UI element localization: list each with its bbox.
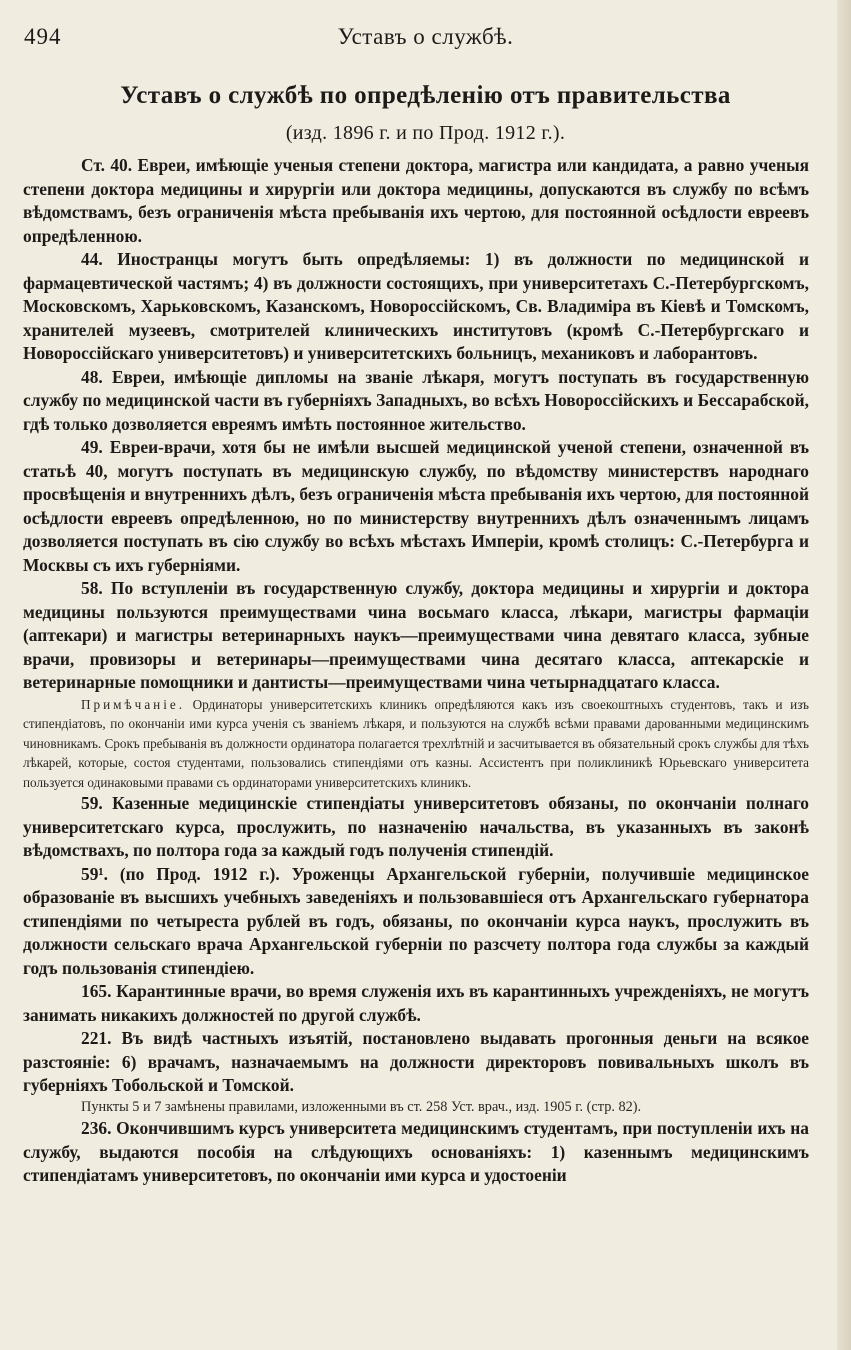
article-59 — [23, 792, 809, 863]
section-subtitle: (изд. 1896 г. и по Прод. 1912 г.). — [285, 122, 566, 144]
article-text: Иностранцы могутъ быть опредѣляемы: 1) въ должности по медицинской и фармацевтической частямъ; 4) въ должности состоящихъ, при университетахъ С.-Петербургскомъ, Московскомъ, Харьковскомъ, Казанскомъ, Новороссійскомъ, Св. Владиміра въ Кіевѣ и Томскомъ, хранителей музеевъ, смотрителей клиническихъ институтовъ (кромѣ С.-Петербургскаго и Новороссійскаго университетовъ) и университетскихъ больницъ, механиковъ и лаборантовъ. — [23, 249, 809, 363]
article-text: Въ видѣ частныхъ изъятій, постановлено выдавать прогонныя деньги на всякое разстояніе: 6) врачамъ, назначаемымъ на должности директоровъ повивальныхъ школъ въ губерніяхъ Тобольской и Томской. — [23, 1028, 809, 1096]
amendment-note: Пункты 5 и 7 замѣнены правилами, изложенными въ ст. 258 Уст. врач., изд. 1905 г. (стр. 82). — [81, 1098, 642, 1115]
note-text: Ординаторы университетскихъ клиникъ опредѣляются какъ изъ своекоштныхъ студентовъ, такъ и изъ стипендіатовъ, по окончаніи ими курса ученія съ званіемъ лѣкаря, и пользуются на службѣ всѣми правами дарованными медицинскимъ чиновникамъ. Срокъ пребыванія въ должности ординатора полагается трехлѣтній и засчитывается въ обязательный срокъ службы для тѣхъ лѣкарей, которые, состоя студентами, пользовались стипендіями отъ казны. Ассистентъ при поликлиникѣ Юрьевскаго университета пользуется одинаковыми правами съ ординаторами университетскихъ клиникъ. — [23, 696, 809, 790]
section-title: Уставъ о службѣ по опредѣленію отъ правительства — [120, 82, 731, 109]
article-text: По вступленіи въ государственную службу, доктора медицины и хирургіи и доктора медицины пользуются преимуществами чина восьмаго класса, лѣкари, магистры фармаціи (аптекари) и магистры ветеринарныхъ наукъ—преимуществами чина девятаго класса, зубные врачи, провизоры и ветеринары—преимуществами чина десятаго класса, аптекарскіе и ветеринарные помощники и дантисты—преимуществами чина четырнадцатаго класса. — [23, 578, 809, 692]
article-number: Ст. 40. — [81, 155, 133, 175]
article-text: Карантинные врачи, во время служенія ихъ въ карантинныхъ учрежденіяхъ, не могутъ занимать никакихъ должностей по другой службѣ. — [23, 981, 809, 1025]
article-49 — [23, 436, 809, 577]
article-text: (по Прод. 1912 г.). Уроженцы Архангельской губерніи, получившіе медицинское образованіе въ высшихъ учебныхъ заведеніяхъ и пользовавшіеся отъ Архангельскаго губернатора стипендіями по четыреста рублей въ годъ, обязаны, по окончаніи курса наукъ, прослужить въ должности сельскаго врача Архангельской губерніи по разсчету полтора года службы за каждый годъ пользованія стипендіею. — [23, 863, 809, 978]
article-number: 59¹. — [81, 863, 108, 884]
article-number: 165. — [81, 981, 112, 1002]
article-text: Казенные медицинскіе стипендіаты университетовъ обязаны, по окончаніи полнаго университетскаго курса, прослужить, по назначенію начальства, въ указанныхъ въ законѣ вѣдомствахъ, по полтора года за каждый годъ полученія стипендій. — [23, 793, 809, 861]
article-number: 221. — [81, 1028, 112, 1049]
article-number: 44. — [81, 249, 103, 269]
article-44 — [23, 248, 809, 366]
page-number: 494 — [24, 24, 62, 49]
article-number: 236. — [81, 1118, 112, 1139]
running-title: Уставъ о службѣ. — [337, 24, 514, 49]
article-48 — [23, 366, 809, 437]
article-59-1 — [23, 863, 809, 981]
article-number: 49. — [81, 437, 103, 457]
article-text: Евреи, имѣющіе ученыя степени доктора, магистра или кандидата, а равно ученыя степени доктора медицины и хирургіи или доктора медицины, допускаются въ службу по всѣмъ вѣдомствамъ, безъ ограниченія мѣста пребыванія ихъ чертою, для постоянной осѣдлости евреевъ опредѣленною. — [23, 155, 810, 246]
article-40 — [23, 154, 809, 248]
footnote-remark — [23, 695, 809, 793]
document-body — [23, 154, 809, 1188]
article-221 — [23, 1027, 809, 1098]
article-number: 48. — [81, 366, 103, 387]
article-text: Окончившимъ курсъ университета медицинскимъ студентамъ, при поступленіи ихъ на службу, выдаются пособія на слѣдующихъ основаніяхъ: 1) казеннымъ медицинскимъ стипендіатамъ университетовъ, по окончаніи ими курса и удостоеніи — [23, 1118, 809, 1186]
article-165 — [23, 980, 809, 1027]
article-number: 58. — [81, 578, 103, 598]
page-edge — [837, 0, 851, 1350]
article-58 — [23, 577, 809, 695]
article-text: Евреи-врачи, хотя бы не имѣли высшей медицинской ученой степени, означенной въ статьѣ 40, могутъ поступать въ медицинскую службу, по вѣдомству министерствъ народнаго просвѣщенія и внутреннихъ дѣлъ, безъ ограниченія мѣста пребыванія ихъ чертою, для постоянной осѣдлости евреевъ опредѣленною, но по министерству внутреннихъ дѣлъ означеннымъ лицамъ дозволяется поступать въ сію службу во всѣхъ мѣстахъ Имперіи, кромѣ столицъ: С.-Петербурга и Москвы съ ихъ губерніями. — [23, 437, 809, 575]
article-text: Евреи, имѣющіе дипломы на званіе лѣкаря, могутъ поступать въ государственную службу по медицинской части въ губерніяхъ Западныхъ, во всѣхъ Новороссійскихъ и Бессарабской, гдѣ только дозволяется евреямъ имѣть постоянное жительство. — [23, 366, 809, 434]
article-236 — [23, 1117, 809, 1188]
running-header — [24, 24, 827, 60]
note-label: Примѣчаніе. — [81, 696, 186, 712]
article-number: 59. — [81, 793, 103, 814]
